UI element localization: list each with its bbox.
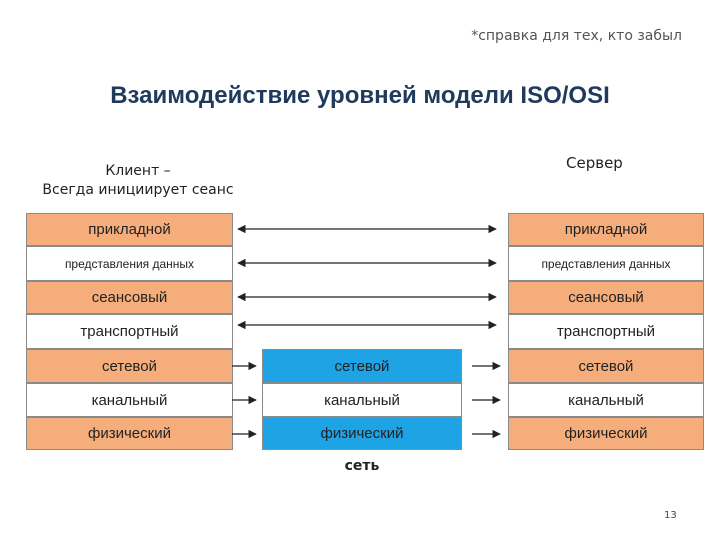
server-label: Сервер	[566, 154, 623, 172]
client-title: Клиент –	[105, 163, 171, 179]
server-layer-presentation: представления данных	[508, 246, 704, 281]
client-layer-physical: физический	[26, 417, 233, 450]
server-layer-session: сеансовый	[508, 281, 704, 314]
client-layer-transport: транспортный	[26, 314, 233, 349]
network-layer-network: сетевой	[262, 349, 462, 383]
client-layer-application: прикладной	[26, 213, 233, 246]
client-subtitle: Всегда инициирует сеанс	[42, 182, 234, 198]
client-layer-session: сеансовый	[26, 281, 233, 314]
client-layer-presentation: представления данных	[26, 246, 233, 281]
server-layer-transport: транспортный	[508, 314, 704, 349]
client-layer-network: сетевой	[26, 349, 233, 383]
slide-title: Взаимодействие уровней модели ISO/OSI	[110, 82, 610, 109]
server-layer-datalink: канальный	[508, 383, 704, 417]
client-layer-datalink: канальный	[26, 383, 233, 417]
network-layer-datalink: канальный	[262, 383, 462, 417]
server-layer-application: прикладной	[508, 213, 704, 246]
network-label: сеть	[344, 458, 380, 474]
network-layer-physical: физический	[262, 417, 462, 450]
server-layer-network: сетевой	[508, 349, 704, 383]
server-layer-physical: физический	[508, 417, 704, 450]
footnote: *справка для тех, кто забыл	[471, 28, 682, 44]
page-number: 13	[664, 510, 677, 521]
